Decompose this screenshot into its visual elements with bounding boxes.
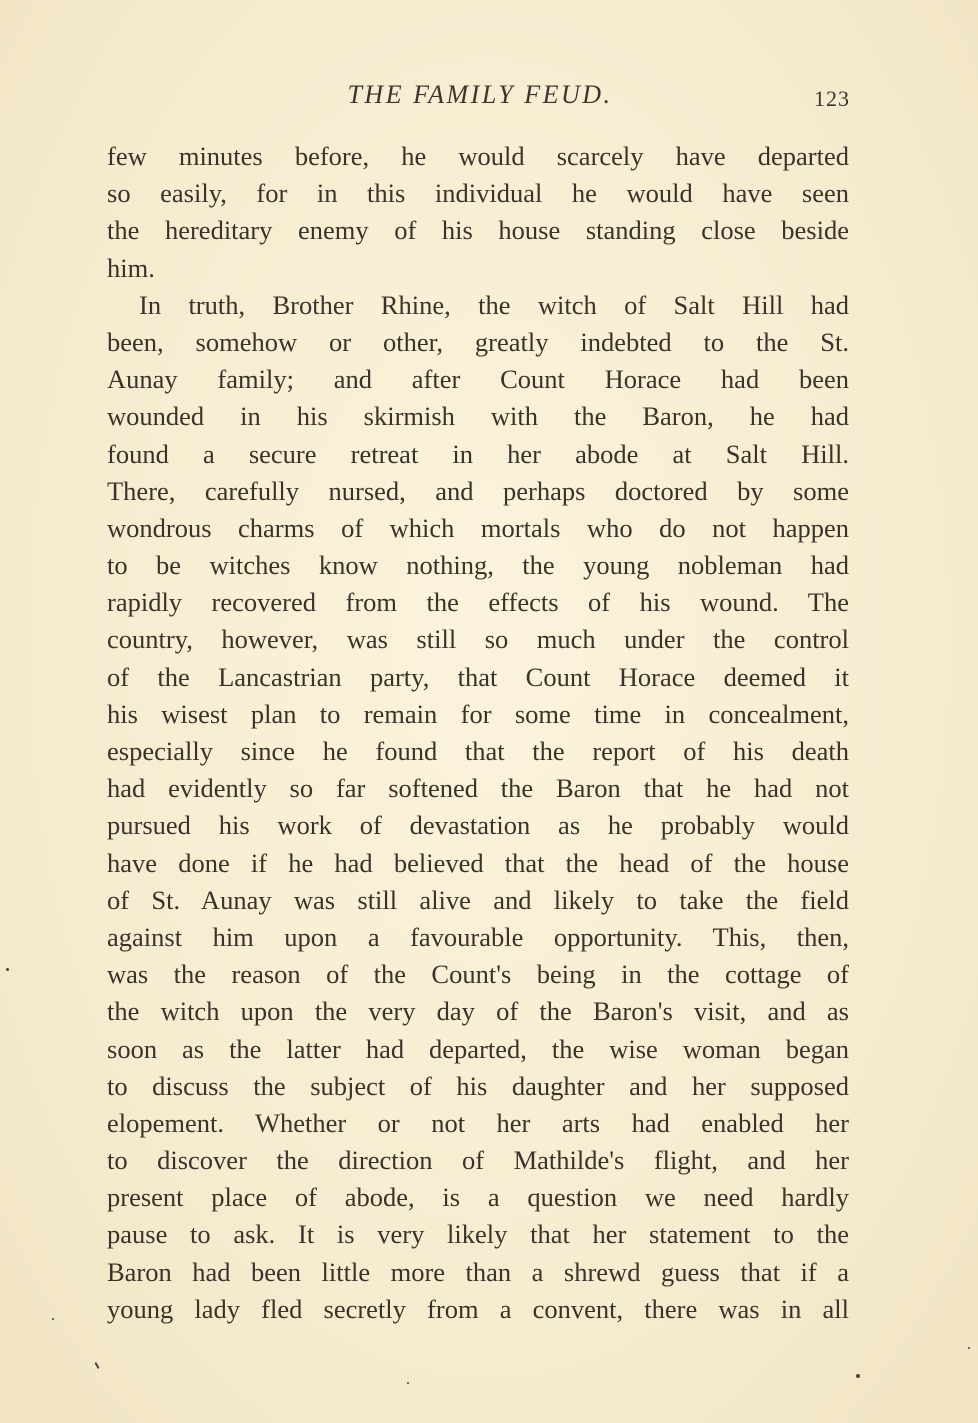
text-line: so easily, for in this individual he would have seen: [107, 178, 849, 209]
text-line: There, carefully nursed, and perhaps doctored by some: [107, 475, 849, 506]
text-line: have done if he had believed that the head of the house: [107, 847, 849, 878]
text-line: had evidently so far softened the Baron that he had not: [107, 773, 849, 804]
paper-speck: [6, 968, 9, 971]
paper-speck: [52, 1318, 54, 1320]
text-line: wounded in his skirmish with the Baron, he had: [107, 401, 849, 432]
text-line: elopement. Whether or not her arts had enabled her: [107, 1107, 849, 1138]
text-line: to discover the direction of Mathilde's flight, and her: [107, 1145, 849, 1176]
text-line: young lady fled secretly from a convent, there was in all: [107, 1293, 849, 1324]
text-line: his wisest plan to remain for some time in concealment,: [107, 698, 849, 729]
text-line: Aunay family; and after Count Horace had been: [107, 364, 849, 395]
paper-speck: [968, 1347, 970, 1349]
paper-speck: [856, 1374, 860, 1378]
text-line: In truth, Brother Rhine, the witch of Salt Hill had: [139, 289, 849, 320]
text-line: against him upon a favourable opportunity. This, then,: [107, 921, 849, 952]
text-line: found a secure retreat in her abode at Salt Hill.: [107, 438, 849, 469]
text-line: Baron had been little more than a shrewd guess that if a: [107, 1256, 849, 1287]
running-title: THE FAMILY FEUD.: [347, 80, 613, 109]
body-text: [107, 138, 849, 1328]
text-line: soon as the latter had departed, the wise woman began: [107, 1033, 849, 1064]
text-line: few minutes before, he would scarcely have departed: [107, 141, 849, 171]
running-header: [0, 80, 978, 114]
text-line: rapidly recovered from the effects of his wound. The: [107, 587, 849, 618]
text-line: the hereditary enemy of his house standing close beside: [107, 215, 849, 246]
text-line: to discuss the subject of his daughter and her supposed: [107, 1070, 849, 1101]
paper-speck: [94, 1362, 99, 1369]
text-line: pause to ask. It is very likely that her statement to the: [107, 1219, 849, 1250]
text-line: of St. Aunay was still alive and likely to take the field: [107, 884, 849, 915]
text-line: present place of abode, is a question we need hardly: [107, 1182, 849, 1213]
text-line: wondrous charms of which mortals who do not happen: [107, 512, 849, 543]
text-line: to be witches know nothing, the young nobleman had: [107, 550, 849, 581]
text-line: been, somehow or other, greatly indebted to the St.: [107, 326, 849, 357]
text-line: was the reason of the Count's being in the cottage of: [107, 959, 849, 990]
text-line: pursued his work of devastation as he probably would: [107, 810, 849, 841]
paper-speck: [407, 1382, 409, 1384]
text-line: him.: [107, 252, 155, 283]
text-line: of the Lancastrian party, that Count Horace deemed it: [107, 661, 849, 692]
text-line: country, however, was still so much under the control: [107, 624, 849, 655]
text-line: the witch upon the very day of the Baron's visit, and as: [107, 996, 849, 1027]
text-line: especially since he found that the report of his death: [107, 736, 849, 766]
page-number: 123: [814, 86, 850, 111]
